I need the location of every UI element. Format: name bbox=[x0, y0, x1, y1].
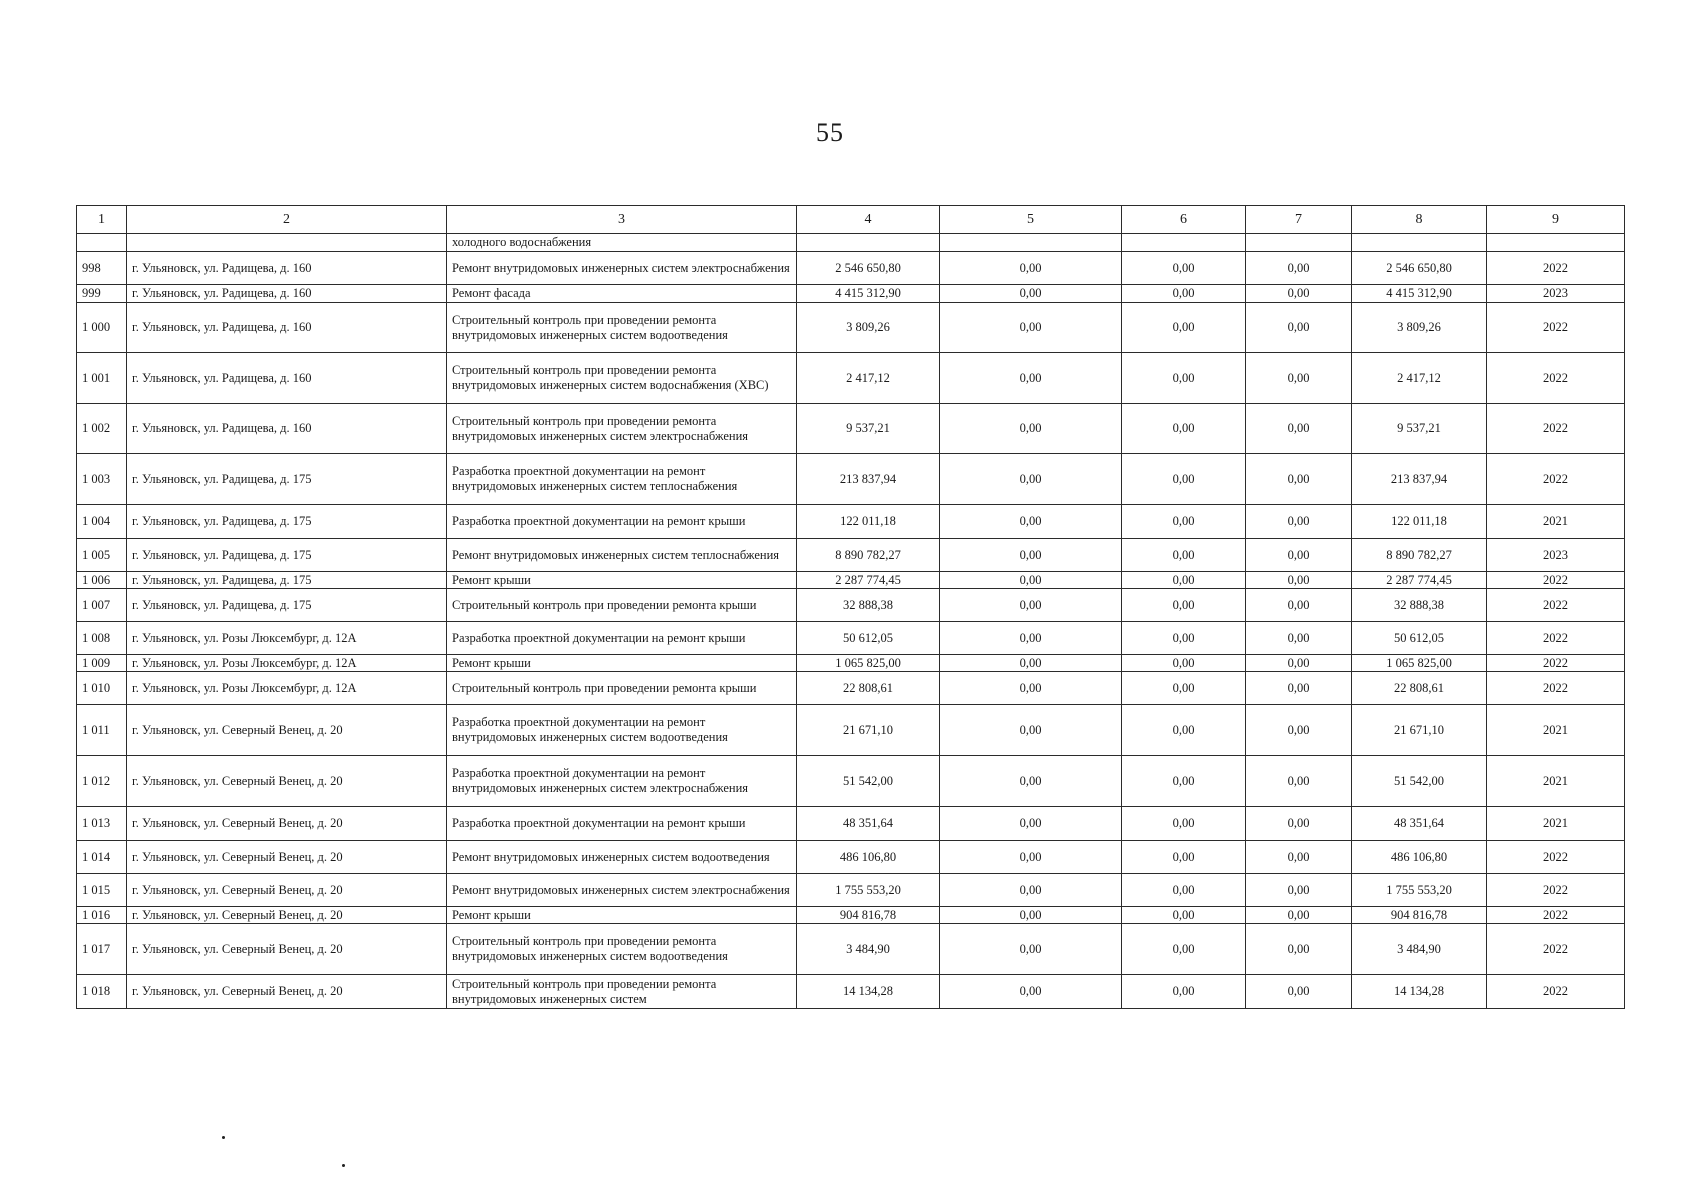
address-cell: г. Ульяновск, ул. Радищева, д. 175 bbox=[127, 572, 447, 589]
column-8-cell: 1 755 553,20 bbox=[1352, 874, 1487, 907]
column-7-cell: 0,00 bbox=[1246, 874, 1352, 907]
work-type-cell: Разработка проектной документации на ремонт внутридомовых инженерных систем теплоснабжения bbox=[447, 454, 797, 505]
column-8-cell: 122 011,18 bbox=[1352, 505, 1487, 539]
column-8-cell: 48 351,64 bbox=[1352, 807, 1487, 841]
year-cell: 2023 bbox=[1487, 539, 1625, 572]
column-5-cell: 0,00 bbox=[940, 505, 1122, 539]
column-5-cell: 0,00 bbox=[940, 572, 1122, 589]
column-5-cell: 0,00 bbox=[940, 907, 1122, 924]
column-8-cell: 32 888,38 bbox=[1352, 589, 1487, 622]
column-6-cell: 0,00 bbox=[1122, 404, 1246, 454]
column-7-cell: 0,00 bbox=[1246, 252, 1352, 285]
total-cost-cell: 22 808,61 bbox=[797, 672, 940, 705]
column-5-cell: 0,00 bbox=[940, 252, 1122, 285]
total-cost-cell: 904 816,78 bbox=[797, 907, 940, 924]
column-5-cell: 0,00 bbox=[940, 841, 1122, 874]
column-8-cell: 4 415 312,90 bbox=[1352, 285, 1487, 303]
table-row bbox=[77, 874, 1625, 907]
table-row bbox=[77, 252, 1625, 285]
year-cell: 2022 bbox=[1487, 454, 1625, 505]
work-type-cell: Строительный контроль при проведении ремонта внутридомовых инженерных систем водоотведения bbox=[447, 303, 797, 353]
column-6-cell: 0,00 bbox=[1122, 807, 1246, 841]
table-row bbox=[77, 841, 1625, 874]
column-7-cell: 0,00 bbox=[1246, 589, 1352, 622]
address-cell: г. Ульяновск, ул. Радищева, д. 175 bbox=[127, 589, 447, 622]
column-7-cell: 0,00 bbox=[1246, 907, 1352, 924]
work-type-cell: Строительный контроль при проведении ремонта крыши bbox=[447, 672, 797, 705]
column-6-cell: 0,00 bbox=[1122, 672, 1246, 705]
work-type-cell: Строительный контроль при проведении ремонта внутридомовых инженерных систем bbox=[447, 975, 797, 1009]
column-5-cell: 0,00 bbox=[940, 655, 1122, 672]
row-number: 1 011 bbox=[77, 705, 127, 756]
column-8-cell: 213 837,94 bbox=[1352, 454, 1487, 505]
work-type-cell: Ремонт внутридомовых инженерных систем электроснабжения bbox=[447, 874, 797, 907]
column-6-cell: 0,00 bbox=[1122, 454, 1246, 505]
column-header-6: 6 bbox=[1122, 206, 1246, 234]
column-8-cell: 14 134,28 bbox=[1352, 975, 1487, 1009]
column-header-1: 1 bbox=[77, 206, 127, 234]
column-7-cell: 0,00 bbox=[1246, 756, 1352, 807]
total-cost-cell: 32 888,38 bbox=[797, 589, 940, 622]
column-5-cell: 0,00 bbox=[940, 454, 1122, 505]
address-cell: г. Ульяновск, ул. Северный Венец, д. 20 bbox=[127, 756, 447, 807]
column-7-cell: 0,00 bbox=[1246, 807, 1352, 841]
table-row bbox=[77, 924, 1625, 975]
column-7-cell: 0,00 bbox=[1246, 454, 1352, 505]
work-type-cell: Ремонт фасада bbox=[447, 285, 797, 303]
work-type-cell: Ремонт внутридомовых инженерных систем электроснабжения bbox=[447, 252, 797, 285]
total-cost-cell: 213 837,94 bbox=[797, 454, 940, 505]
column-header-5: 5 bbox=[940, 206, 1122, 234]
column-8-cell: 2 546 650,80 bbox=[1352, 252, 1487, 285]
column-5-cell: 0,00 bbox=[940, 353, 1122, 404]
column-8-cell: 9 537,21 bbox=[1352, 404, 1487, 454]
work-type-cell: Разработка проектной документации на ремонт крыши bbox=[447, 505, 797, 539]
table-row bbox=[77, 807, 1625, 841]
column-8-cell: 1 065 825,00 bbox=[1352, 655, 1487, 672]
address-cell: г. Ульяновск, ул. Северный Венец, д. 20 bbox=[127, 874, 447, 907]
table-row bbox=[77, 975, 1625, 1009]
total-cost-cell: 1 755 553,20 bbox=[797, 874, 940, 907]
column-6-cell: 0,00 bbox=[1122, 285, 1246, 303]
column-8-cell: 486 106,80 bbox=[1352, 841, 1487, 874]
address-cell: г. Ульяновск, ул. Радищева, д. 175 bbox=[127, 454, 447, 505]
table-row bbox=[77, 655, 1625, 672]
address-cell: г. Ульяновск, ул. Радищева, д. 175 bbox=[127, 505, 447, 539]
table-row bbox=[77, 672, 1625, 705]
table-row bbox=[77, 303, 1625, 353]
row-number: 1 000 bbox=[77, 303, 127, 353]
column-5-cell: 0,00 bbox=[940, 589, 1122, 622]
address-cell: г. Ульяновск, ул. Северный Венец, д. 20 bbox=[127, 907, 447, 924]
total-cost-cell: 8 890 782,27 bbox=[797, 539, 940, 572]
work-type-cell: Разработка проектной документации на ремонт внутридомовых инженерных систем водоотведения bbox=[447, 705, 797, 756]
column-7-cell: 0,00 bbox=[1246, 353, 1352, 404]
work-type-cell: Ремонт крыши bbox=[447, 655, 797, 672]
year-cell: 2021 bbox=[1487, 705, 1625, 756]
row-number: 999 bbox=[77, 285, 127, 303]
column-7-cell: 0,00 bbox=[1246, 975, 1352, 1009]
column-7-cell: 0,00 bbox=[1246, 655, 1352, 672]
column-header-9: 9 bbox=[1487, 206, 1625, 234]
column-5-cell: 0,00 bbox=[940, 705, 1122, 756]
table-row bbox=[77, 539, 1625, 572]
year-cell: 2022 bbox=[1487, 655, 1625, 672]
column-7-cell: 0,00 bbox=[1246, 672, 1352, 705]
total-cost-cell: 50 612,05 bbox=[797, 622, 940, 655]
column-5-cell: 0,00 bbox=[940, 756, 1122, 807]
column-6-cell: 0,00 bbox=[1122, 303, 1246, 353]
work-type-cell: Строительный контроль при проведении ремонта внутридомовых инженерных систем электроснабжения bbox=[447, 404, 797, 454]
column-7-cell: 0,00 bbox=[1246, 539, 1352, 572]
year-cell: 2022 bbox=[1487, 622, 1625, 655]
column-8-cell: 50 612,05 bbox=[1352, 622, 1487, 655]
total-cost-cell: 1 065 825,00 bbox=[797, 655, 940, 672]
column-6-cell: 0,00 bbox=[1122, 353, 1246, 404]
row-number: 1 015 bbox=[77, 874, 127, 907]
address-cell: г. Ульяновск, ул. Радищева, д. 160 bbox=[127, 303, 447, 353]
repair-schedule-table bbox=[76, 205, 1625, 1009]
column-6-cell: 0,00 bbox=[1122, 622, 1246, 655]
row-number: 1 013 bbox=[77, 807, 127, 841]
total-cost-cell: 2 287 774,45 bbox=[797, 572, 940, 589]
address-cell: г. Ульяновск, ул. Северный Венец, д. 20 bbox=[127, 705, 447, 756]
row-number: 1 017 bbox=[77, 924, 127, 975]
column-7-cell: 0,00 bbox=[1246, 705, 1352, 756]
table-row bbox=[77, 705, 1625, 756]
row-number: 1 007 bbox=[77, 589, 127, 622]
column-6-cell: 0,00 bbox=[1122, 907, 1246, 924]
column-header-3: 3 bbox=[447, 206, 797, 234]
column-5-cell: 0,00 bbox=[940, 404, 1122, 454]
column-6-cell: 0,00 bbox=[1122, 705, 1246, 756]
column-8-cell: 3 809,26 bbox=[1352, 303, 1487, 353]
work-type-cell: Строительный контроль при проведении ремонта крыши bbox=[447, 589, 797, 622]
total-cost-cell: 3 809,26 bbox=[797, 303, 940, 353]
column-5-cell: 0,00 bbox=[940, 285, 1122, 303]
row-number: 1 005 bbox=[77, 539, 127, 572]
table-row bbox=[77, 622, 1625, 655]
column-5-cell: 0,00 bbox=[940, 975, 1122, 1009]
address-cell: г. Ульяновск, ул. Радищева, д. 160 bbox=[127, 404, 447, 454]
column-5-cell: 0,00 bbox=[940, 303, 1122, 353]
page-number: 55 bbox=[816, 118, 844, 147]
row-number: 1 002 bbox=[77, 404, 127, 454]
table-row bbox=[77, 572, 1625, 589]
column-6-cell: 0,00 bbox=[1122, 505, 1246, 539]
column-header-7: 7 bbox=[1246, 206, 1352, 234]
column-7-cell: 0,00 bbox=[1246, 404, 1352, 454]
column-8-cell: 2 287 774,45 bbox=[1352, 572, 1487, 589]
address-cell: г. Ульяновск, ул. Розы Люксембург, д. 12А bbox=[127, 672, 447, 705]
year-cell: 2021 bbox=[1487, 505, 1625, 539]
row-number: 1 006 bbox=[77, 572, 127, 589]
table-row bbox=[77, 907, 1625, 924]
address-cell: г. Ульяновск, ул. Розы Люксембург, д. 12А bbox=[127, 655, 447, 672]
work-type-cell: Ремонт крыши bbox=[447, 907, 797, 924]
column-header-4: 4 bbox=[797, 206, 940, 234]
work-type-cell: Ремонт крыши bbox=[447, 572, 797, 589]
total-cost-cell: 2 417,12 bbox=[797, 353, 940, 404]
total-cost-cell: 2 546 650,80 bbox=[797, 252, 940, 285]
work-type-cell: Ремонт внутридомовых инженерных систем теплоснабжения bbox=[447, 539, 797, 572]
total-cost-cell: 4 415 312,90 bbox=[797, 285, 940, 303]
table-row bbox=[77, 353, 1625, 404]
column-7-cell: 0,00 bbox=[1246, 505, 1352, 539]
work-type-cell: Ремонт внутридомовых инженерных систем водоотведения bbox=[447, 841, 797, 874]
year-cell: 2022 bbox=[1487, 303, 1625, 353]
year-cell: 2022 bbox=[1487, 353, 1625, 404]
column-6-cell: 0,00 bbox=[1122, 252, 1246, 285]
table-row bbox=[77, 404, 1625, 454]
row-number: 1 010 bbox=[77, 672, 127, 705]
column-8-cell: 22 808,61 bbox=[1352, 672, 1487, 705]
row-number: 1 004 bbox=[77, 505, 127, 539]
year-cell: 2022 bbox=[1487, 589, 1625, 622]
column-6-cell: 0,00 bbox=[1122, 874, 1246, 907]
column-6-cell: 0,00 bbox=[1122, 539, 1246, 572]
year-cell: 2022 bbox=[1487, 924, 1625, 975]
column-6-cell: 0,00 bbox=[1122, 975, 1246, 1009]
address-cell: г. Ульяновск, ул. Северный Венец, д. 20 bbox=[127, 924, 447, 975]
address-cell: г. Ульяновск, ул. Северный Венец, д. 20 bbox=[127, 807, 447, 841]
row-number: 1 012 bbox=[77, 756, 127, 807]
address-cell: г. Ульяновск, ул. Радищева, д. 160 bbox=[127, 353, 447, 404]
column-5-cell: 0,00 bbox=[940, 672, 1122, 705]
year-cell: 2022 bbox=[1487, 874, 1625, 907]
column-8-cell: 51 542,00 bbox=[1352, 756, 1487, 807]
column-8-cell: 2 417,12 bbox=[1352, 353, 1487, 404]
total-cost-cell: 486 106,80 bbox=[797, 841, 940, 874]
column-5-cell: 0,00 bbox=[940, 622, 1122, 655]
work-type-cell: Разработка проектной документации на ремонт крыши bbox=[447, 807, 797, 841]
work-type-cell: Разработка проектной документации на ремонт крыши bbox=[447, 622, 797, 655]
column-8-cell: 904 816,78 bbox=[1352, 907, 1487, 924]
column-number-row bbox=[77, 206, 1625, 234]
row-number: 1 014 bbox=[77, 841, 127, 874]
column-7-cell: 0,00 bbox=[1246, 924, 1352, 975]
row-number: 1 003 bbox=[77, 454, 127, 505]
table-row bbox=[77, 756, 1625, 807]
address-cell: г. Ульяновск, ул. Северный Венец, д. 20 bbox=[127, 841, 447, 874]
column-8-cell: 3 484,90 bbox=[1352, 924, 1487, 975]
table-row bbox=[77, 505, 1625, 539]
address-cell: г. Ульяновск, ул. Радищева, д. 160 bbox=[127, 285, 447, 303]
total-cost-cell: 3 484,90 bbox=[797, 924, 940, 975]
total-cost-cell: 122 011,18 bbox=[797, 505, 940, 539]
column-7-cell: 0,00 bbox=[1246, 285, 1352, 303]
scan-speck bbox=[342, 1164, 345, 1167]
work-type-cell: Разработка проектной документации на ремонт внутридомовых инженерных систем электроснабжения bbox=[447, 756, 797, 807]
column-7-cell: 0,00 bbox=[1246, 572, 1352, 589]
work-type-cell: Строительный контроль при проведении ремонта внутридомовых инженерных систем водоснабжения (ХВС) bbox=[447, 353, 797, 404]
address-cell: г. Ульяновск, ул. Радищева, д. 160 bbox=[127, 252, 447, 285]
total-cost-cell: 51 542,00 bbox=[797, 756, 940, 807]
total-cost-cell: 21 671,10 bbox=[797, 705, 940, 756]
row-number: 998 bbox=[77, 252, 127, 285]
address-cell: г. Ульяновск, ул. Розы Люксембург, д. 12А bbox=[127, 622, 447, 655]
address-cell: г. Ульяновск, ул. Северный Венец, д. 20 bbox=[127, 975, 447, 1009]
total-cost-cell: 9 537,21 bbox=[797, 404, 940, 454]
year-cell: 2023 bbox=[1487, 285, 1625, 303]
column-header-2: 2 bbox=[127, 206, 447, 234]
column-header-8: 8 bbox=[1352, 206, 1487, 234]
year-cell: 2022 bbox=[1487, 572, 1625, 589]
column-6-cell: 0,00 bbox=[1122, 655, 1246, 672]
column-7-cell: 0,00 bbox=[1246, 622, 1352, 655]
row-number: 1 016 bbox=[77, 907, 127, 924]
row-number: 1 001 bbox=[77, 353, 127, 404]
total-cost-cell: 14 134,28 bbox=[797, 975, 940, 1009]
column-5-cell: 0,00 bbox=[940, 807, 1122, 841]
table-row bbox=[77, 454, 1625, 505]
column-7-cell: 0,00 bbox=[1246, 841, 1352, 874]
carry-over-text: холодного водоснабжения bbox=[447, 234, 797, 252]
column-5-cell: 0,00 bbox=[940, 539, 1122, 572]
column-5-cell: 0,00 bbox=[940, 874, 1122, 907]
address-cell: г. Ульяновск, ул. Радищева, д. 175 bbox=[127, 539, 447, 572]
year-cell: 2022 bbox=[1487, 672, 1625, 705]
column-8-cell: 21 671,10 bbox=[1352, 705, 1487, 756]
year-cell: 2021 bbox=[1487, 807, 1625, 841]
column-6-cell: 0,00 bbox=[1122, 589, 1246, 622]
total-cost-cell: 48 351,64 bbox=[797, 807, 940, 841]
table-row bbox=[77, 285, 1625, 303]
year-cell: 2022 bbox=[1487, 404, 1625, 454]
year-cell: 2022 bbox=[1487, 252, 1625, 285]
column-6-cell: 0,00 bbox=[1122, 841, 1246, 874]
column-8-cell: 8 890 782,27 bbox=[1352, 539, 1487, 572]
row-number: 1 009 bbox=[77, 655, 127, 672]
column-6-cell: 0,00 bbox=[1122, 756, 1246, 807]
year-cell: 2021 bbox=[1487, 756, 1625, 807]
carry-over-row bbox=[77, 234, 1625, 252]
column-7-cell: 0,00 bbox=[1246, 303, 1352, 353]
year-cell: 2022 bbox=[1487, 907, 1625, 924]
work-type-cell: Строительный контроль при проведении ремонта внутридомовых инженерных систем водоотведения bbox=[447, 924, 797, 975]
row-number: 1 018 bbox=[77, 975, 127, 1009]
year-cell: 2022 bbox=[1487, 841, 1625, 874]
column-6-cell: 0,00 bbox=[1122, 924, 1246, 975]
column-6-cell: 0,00 bbox=[1122, 572, 1246, 589]
row-number: 1 008 bbox=[77, 622, 127, 655]
year-cell: 2022 bbox=[1487, 975, 1625, 1009]
column-5-cell: 0,00 bbox=[940, 924, 1122, 975]
table-row bbox=[77, 589, 1625, 622]
scan-speck bbox=[222, 1136, 225, 1139]
